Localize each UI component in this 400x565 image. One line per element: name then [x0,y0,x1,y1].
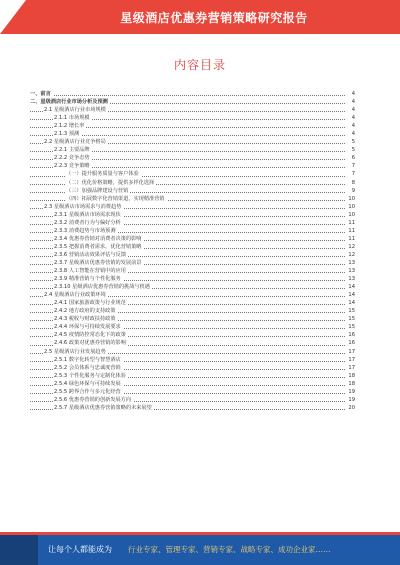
toc-entry[interactable] [30,162,355,170]
toc-entry-page: 17 [345,356,355,364]
toc-entry-title: 2.3 星级酒店市场需求与消费趋势 [44,203,122,210]
toc-entry-page: 4 [345,114,355,122]
toc-entry-title: 2.4.2 地方政府的支持政策 [54,308,116,315]
toc-entry-title: 2.3.8 人工智能在营销中的应用 [54,268,126,275]
toc-entry-title: 2.2.1 主要品牌 [54,147,90,154]
footer-slogan: 让每个人都能成为 [48,545,112,554]
toc-entry[interactable] [30,106,355,114]
toc-entry-page: 5 [345,146,355,154]
toc-entry-title: 2.4.6 政策对优惠券营销的影响 [54,340,126,347]
toc-entry-title: 2.1.2 增长率 [54,123,85,130]
toc-entry-page: 4 [345,98,355,106]
toc-heading: 内容目录 [173,58,226,72]
toc-entry-page: 7 [345,170,355,178]
footer-accent-bar [0,532,400,535]
toc-entry-page: 16 [345,331,355,339]
toc-entry-title: 2.4.1 国家旅游政策与行业规范 [54,300,126,307]
toc-entry[interactable] [30,243,355,251]
toc-entry-page: 4 [345,90,355,98]
toc-entry[interactable] [30,348,355,356]
toc-entry[interactable] [30,339,355,347]
toc-entry-page: 12 [345,243,355,251]
toc-entry-page: 11 [345,227,355,235]
toc-entry[interactable] [30,195,355,203]
toc-entry-page: 14 [345,299,355,307]
toc-entry-title: 2.3.7 星级酒店优惠券营销的发展前景 [54,259,142,266]
toc-entry[interactable] [30,291,355,299]
toc-entry-title: 2.5.1 数字化转型与智慧酒店 [54,356,121,363]
toc-entry-title: 2.4.5 疫情防控常态化下的政策 [54,332,126,339]
toc-entry-page: 8 [345,179,355,187]
toc-entry-page: 6 [345,154,355,162]
toc-entry-page: 11 [345,219,355,227]
toc-entry-title: （一）提升服务质量与客户体验 [66,171,139,178]
toc-entry[interactable] [30,259,355,267]
toc-entry-title: 2.5.2 会员体系与忠诚度营销 [54,364,121,371]
toc-entry-page: 20 [345,404,355,412]
toc-entry-title: 2.3.5 把握消费者需求，优化营销策略 [54,243,142,250]
toc-entry[interactable] [30,275,355,283]
toc-entry[interactable] [30,323,355,331]
toc-entry-title: 一、前言 [30,91,51,97]
toc-entry[interactable] [30,90,355,98]
toc-entry-title: 2.3.3 消费趋势与市场预测 [54,227,116,234]
toc-entry[interactable] [30,154,355,162]
toc-entry-page: 10 [345,195,355,203]
toc-entry[interactable] [30,203,355,211]
toc-entry-page: 15 [345,323,355,331]
toc-entry[interactable] [30,138,355,146]
toc-entry-page: 13 [345,267,355,275]
toc-entry-page: 9 [345,187,355,195]
toc-entry-page: 11 [345,235,355,243]
toc-entry-title: 2.5.7 星级酒店优惠券营销策略的未来展望 [54,404,152,411]
toc-entry-title: 2.3.4 优惠券营销对消费者决策的影响 [54,235,142,242]
toc-entry-page: 19 [345,388,355,396]
toc-entry-title: 2.3.2 消费者行为与偏好分析 [54,219,121,226]
toc-entry-page: 15 [345,315,355,323]
toc-entry[interactable] [30,130,355,138]
toc-entry[interactable] [30,331,355,339]
toc-entry[interactable] [30,251,355,259]
toc-entry-title: 2.4 星级酒店行业政策环境 [44,292,106,299]
toc-entry[interactable] [30,307,355,315]
toc-entry-page: 17 [345,348,355,356]
toc-entry-page: 13 [345,275,355,283]
toc-entry-title: 2.4.4 环保与可持续发展要求 [54,324,121,331]
header-corner-decoration [0,0,26,34]
toc-entry-page: 7 [345,162,355,170]
toc-entry[interactable] [30,114,355,122]
toc-entry-page: 4 [345,122,355,130]
toc-entry-page: 13 [345,259,355,267]
toc-entry[interactable] [30,267,355,275]
toc-entry-page: 17 [345,364,355,372]
toc-entry-page: 18 [345,380,355,388]
footer-banner [0,535,400,565]
toc-entry[interactable] [30,235,355,243]
toc-entry[interactable] [30,219,355,227]
toc-entry-title: （二）优化价格策略，提供多样化选择 [66,179,155,186]
toc-entry[interactable] [30,98,355,106]
toc-entry-page: 12 [345,251,355,259]
toc-entry[interactable] [30,388,355,396]
toc-entry-page: 4 [345,106,355,114]
toc-entry-title: 2.5.5 跨界合作与多元化经营 [54,388,121,395]
toc-entry-page: 14 [345,291,355,299]
toc-leader-dots [30,95,345,96]
footer-dark-block [0,535,38,565]
toc-entry[interactable] [30,283,355,291]
footer-tags: 行业专家、管理专家、营销专家、战略专家、成功企业家…… [128,545,331,554]
toc-entry-page: 14 [345,283,355,291]
toc-entry-title: 2.2.3 竞争策略 [54,163,90,170]
toc-entry[interactable] [30,170,355,178]
toc-entry[interactable] [30,187,355,195]
header-banner [0,0,400,34]
toc-entry[interactable] [30,372,355,380]
toc-entry-title: 2.5 星级酒店行业发展趋势 [44,348,106,355]
toc-entry-title: 2.2 星级酒店行业竞争格局 [44,139,106,146]
toc-entry-title: （三）加强品牌建设与营销 [66,187,129,194]
toc-entry-page: 18 [345,372,355,380]
toc-entry-page: 5 [345,138,355,146]
toc-entry[interactable] [30,211,355,219]
toc-entry-title: 2.5.3 个性化服务与定制化体验 [54,372,126,379]
toc-entry[interactable] [30,404,355,412]
toc-entry-title: 2.1.1 市场规模 [54,115,90,122]
toc-entry[interactable] [30,315,355,323]
toc-entry[interactable] [30,227,355,235]
toc-entry-title: 2.3.6 营销活动效果评估与反馈 [54,251,126,258]
toc-entry-title: 2.5.6 优惠券营销的创新发展方向 [54,396,132,403]
toc-entry-title: 2.5.4 绿色环保与可持续发展 [54,380,121,387]
toc-entry-title: 2.2.2 竞争态势 [54,155,90,162]
toc-entry-title: 2.3.9 精准营销与个性化服务 [54,276,121,283]
table-of-contents [30,90,355,412]
toc-entry[interactable] [30,356,355,364]
report-title: 星级酒店优惠券营销策略研究报告 [120,11,308,25]
toc-entry-title: 2.1 星级酒店行业市场规模 [44,107,106,114]
toc-entry-page: 15 [345,307,355,315]
toc-entry-title: （四）拓展数字化营销渠道，实现精准营销 [66,195,165,202]
toc-entry[interactable] [30,299,355,307]
toc-entry-title: 2.1.3 预测 [54,131,80,138]
toc-entry-title: 二、星级酒店行业市场分析及预测 [30,99,108,106]
toc-entry-title: 2.3.1 星级酒店市场需求现状 [54,211,121,218]
toc-entry[interactable] [30,179,355,187]
toc-entry[interactable] [30,396,355,404]
toc-entry-page: 19 [345,396,355,404]
toc-entry[interactable] [30,122,355,130]
toc-entry[interactable] [30,146,355,154]
toc-entry[interactable] [30,380,355,388]
toc-entry-page: 16 [345,339,355,347]
toc-entry-page: 4 [345,130,355,138]
toc-entry-page: 10 [345,203,355,211]
toc-entry-title: 2.3.10 星级酒店优惠券营销的挑战与机遇 [54,284,150,291]
toc-entry[interactable] [30,364,355,372]
toc-entry-title: 2.4.3 税收与财政扶持政策 [54,316,116,323]
toc-entry-page: 10 [345,211,355,219]
